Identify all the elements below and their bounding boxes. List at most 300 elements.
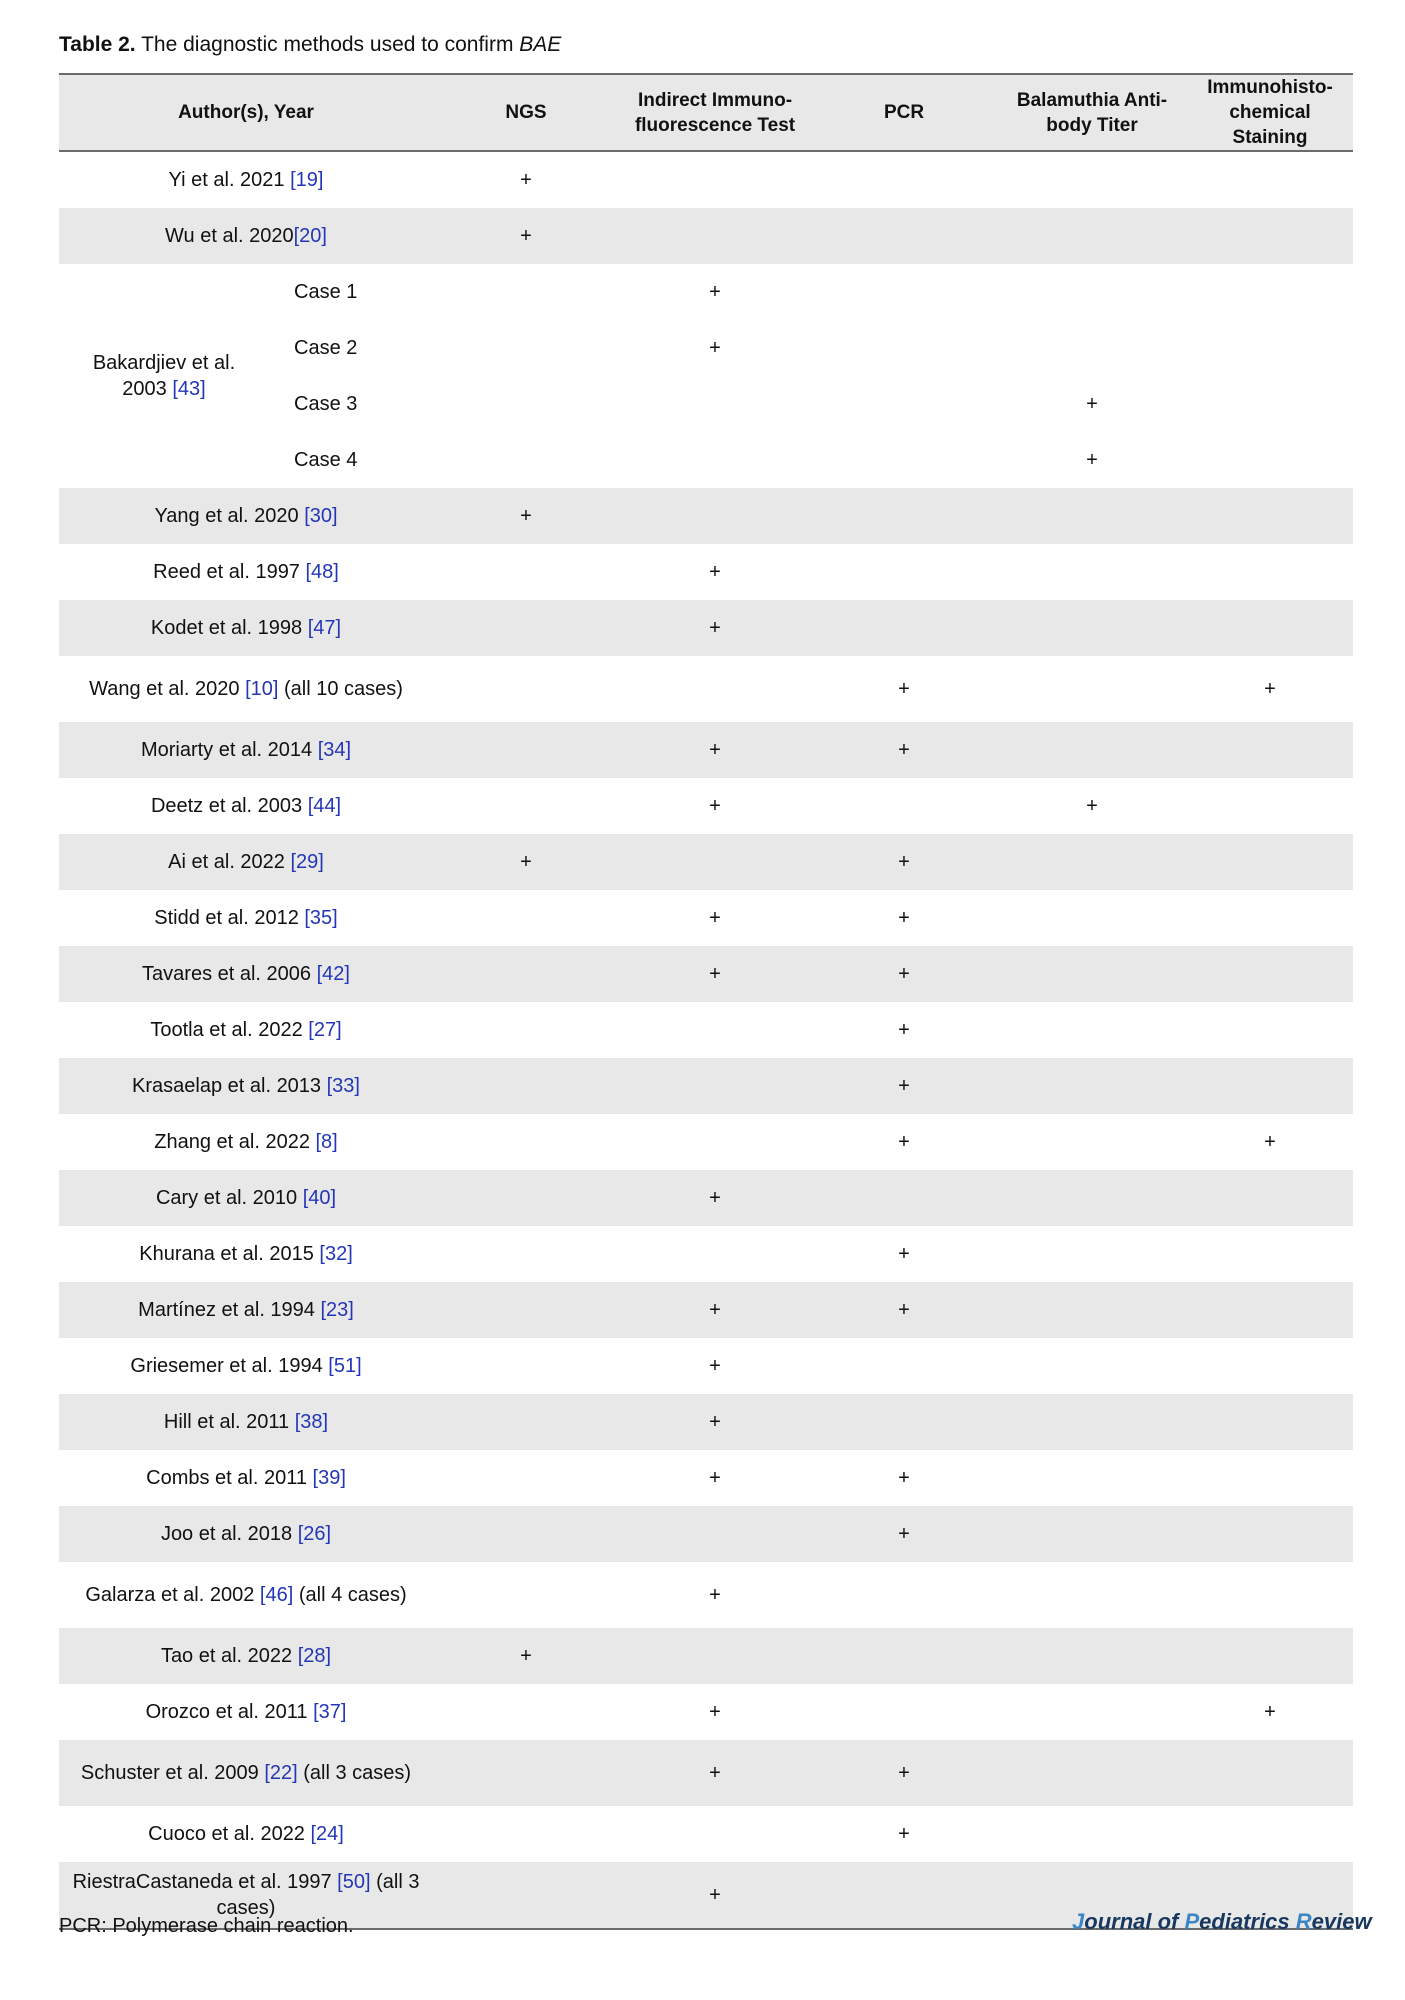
author-ref: [26] [297, 1523, 332, 1545]
header-row [59, 74, 1353, 151]
author-name: Tao et al. 2022 [160, 1645, 298, 1667]
author-ref: [23] [320, 1299, 354, 1321]
cell-ihc [1187, 1628, 1353, 1684]
table-row [59, 1506, 1353, 1562]
cell-titer [997, 1806, 1187, 1862]
cell-ihc [1187, 1058, 1353, 1114]
author-name: Galarza et al. 2002 [85, 1584, 260, 1606]
cell-pcr: + [811, 1282, 997, 1338]
author-cell [59, 1170, 433, 1226]
author-cell [59, 1114, 433, 1170]
cell-ifa [619, 1114, 811, 1170]
journal-logo [1072, 1907, 1372, 1937]
cell-pcr: + [898, 907, 910, 929]
cell-ngs [433, 1562, 619, 1628]
table-caption [59, 30, 561, 60]
cell-ihc [1187, 1282, 1353, 1338]
cell-titer [997, 656, 1187, 722]
cell-ngs [433, 1450, 619, 1506]
table-row [59, 1170, 1353, 1226]
table-row [59, 544, 1353, 600]
cell-ngs [433, 1394, 619, 1450]
cell-titer [997, 488, 1187, 544]
caption-emphasis: BAE [519, 33, 562, 56]
header-ifa-line2: fluorescence Test [634, 114, 796, 136]
case-label: Case 1 [294, 281, 358, 303]
cell-titer [997, 151, 1187, 208]
table-row [59, 1338, 1353, 1394]
cell-ihc [1187, 600, 1353, 656]
author-name: Joo et al. 2018 [160, 1523, 298, 1545]
author-cell-bakardjiev [59, 264, 269, 488]
author-name: RiestraCastaneda et al. 1997 [72, 1871, 338, 1893]
author-cell [59, 946, 433, 1002]
cell-ifa: + [709, 795, 721, 817]
cell-pcr: + [898, 1243, 910, 1265]
cell-ngs [433, 264, 619, 320]
author-ref: [39] [312, 1467, 346, 1489]
journal-logo-eview: eview [1311, 1909, 1372, 1934]
caption-label: Table 2. [59, 33, 136, 56]
cell-ihc [1187, 544, 1353, 600]
table-row [59, 1562, 1353, 1628]
author-ref: [44] [307, 795, 342, 817]
author-name: Tootla et al. 2022 [150, 1019, 309, 1041]
cell-ihc [1187, 1562, 1353, 1628]
author-cell [59, 1506, 433, 1562]
author-cell [59, 1628, 433, 1684]
cell-ifa: + [619, 1282, 811, 1338]
table-row [59, 1226, 1353, 1282]
cell-ngs [433, 1282, 619, 1338]
author-cell [59, 1226, 433, 1282]
author-ref: [28] [297, 1645, 332, 1667]
cell-titer [997, 722, 1187, 778]
cell-ngs [433, 1002, 619, 1058]
cell-ihc [1187, 890, 1353, 946]
author-name: Khurana et al. 2015 [139, 1243, 320, 1265]
author-name: Cuoco et al. 2022 [148, 1823, 311, 1845]
cell-titer [997, 1628, 1187, 1684]
author-name: Wu et al. 2020 [165, 225, 294, 247]
author-ref: [27] [308, 1019, 342, 1041]
cell-ngs [433, 1170, 619, 1226]
cell-ngs [433, 1114, 619, 1170]
cell-ihc [1187, 488, 1353, 544]
author-cell [59, 778, 433, 834]
table-row [59, 1114, 1353, 1170]
author-cell [59, 1002, 433, 1058]
cell-pcr [811, 1862, 997, 1929]
cell-titer [997, 834, 1187, 890]
author-name-line1: Bakardjiev et al. [92, 352, 236, 374]
cell-ifa: + [709, 1467, 721, 1489]
author-ref: [37] [313, 1701, 347, 1723]
header-ngs: NGS [433, 74, 619, 151]
table-row [59, 1394, 1353, 1450]
cell-pcr [811, 320, 997, 376]
cell-ifa: + [709, 281, 721, 303]
author-cell [59, 544, 433, 600]
cell-ifa [619, 834, 811, 890]
cell-ifa: + [709, 907, 721, 929]
author-name: Reed et al. 1997 [153, 561, 306, 583]
cell-ngs [433, 600, 619, 656]
cell-ngs [433, 1806, 619, 1862]
cell-ngs [433, 376, 619, 432]
cell-titer [997, 1562, 1187, 1628]
cell-ngs: + [433, 488, 619, 544]
case-label: Case 4 [294, 449, 358, 471]
cell-ifa: + [709, 561, 721, 583]
cell-ngs [433, 1338, 619, 1394]
author-ref: [33] [326, 1075, 360, 1097]
cell-ifa [619, 208, 811, 264]
cell-titer: + [1086, 393, 1098, 415]
author-suffix: (all 4 cases) [293, 1584, 407, 1606]
cell-pcr [811, 376, 997, 432]
cell-ihc [1187, 1806, 1353, 1862]
cell-pcr [811, 600, 997, 656]
author-name: Zhang et al. 2022 [154, 1131, 316, 1153]
author-cell [59, 1740, 433, 1806]
author-cell [59, 151, 433, 208]
cell-ngs: + [433, 1628, 619, 1684]
author-ref: [51] [328, 1355, 362, 1377]
cell-pcr: + [811, 834, 997, 890]
cell-titer [997, 1226, 1187, 1282]
author-cell [59, 1684, 433, 1740]
cell-ifa: + [619, 1862, 811, 1929]
cell-ngs [433, 778, 619, 834]
cell-ifa: + [619, 1394, 811, 1450]
cell-ngs [433, 1684, 619, 1740]
author-cell [59, 722, 433, 778]
author-name: Stidd et al. 2012 [154, 907, 305, 929]
table-row [59, 656, 1353, 722]
journal-logo-ediatrics: ediatrics [1199, 1909, 1296, 1934]
table-footnote: PCR: Polymerase chain reaction. [59, 1915, 354, 1937]
table-row [59, 834, 1353, 890]
author-ref: [43] [172, 378, 206, 400]
cell-ifa: + [619, 722, 811, 778]
cell-pcr [811, 1338, 997, 1394]
cell-ihc [1187, 208, 1353, 264]
cell-titer [997, 1058, 1187, 1114]
cell-ifa: + [709, 1584, 721, 1606]
cell-ifa [619, 1002, 811, 1058]
cell-ihc: + [1264, 1131, 1276, 1153]
header-ifa-line1: Indirect Immuno- [637, 89, 793, 111]
author-name: Moriarty et al. 2014 [140, 739, 318, 761]
journal-logo-ournal: ournal of [1084, 1909, 1185, 1934]
author-name: Griesemer et al. 1994 [130, 1355, 329, 1377]
table-row [59, 1450, 1353, 1506]
cell-ihc [1187, 1450, 1353, 1506]
cell-ifa: + [709, 337, 721, 359]
cell-ngs [433, 320, 619, 376]
journal-logo-p: P [1184, 1909, 1200, 1934]
cell-titer: + [1086, 449, 1098, 471]
cell-ifa: + [709, 1355, 721, 1377]
cell-ihc: + [1264, 1701, 1276, 1723]
author-ref: [32] [319, 1243, 353, 1265]
table-row [59, 1740, 1353, 1806]
cell-ngs [433, 656, 619, 722]
cell-ngs [433, 890, 619, 946]
header-ihc-line2: chemical Staining [1229, 102, 1311, 148]
author-cell [59, 1450, 433, 1506]
cell-titer: + [1086, 795, 1098, 817]
author-name: Tavares et al. 2006 [142, 963, 317, 985]
cell-titer [997, 320, 1187, 376]
cell-pcr: + [898, 1467, 910, 1489]
author-cell [59, 834, 433, 890]
author-ref: [34] [317, 739, 352, 761]
table-body [59, 151, 1353, 1929]
cell-pcr: + [811, 1740, 997, 1806]
author-cell [59, 600, 433, 656]
cell-pcr [811, 778, 997, 834]
author-name: Yi et al. 2021 [168, 169, 291, 191]
author-name: Cary et al. 2010 [155, 1187, 303, 1209]
table-row [59, 488, 1353, 544]
header-ihc [1187, 74, 1353, 151]
cell-titer [997, 1170, 1187, 1226]
cell-pcr: + [898, 678, 910, 700]
author-suffix: (all 3 cases) [297, 1762, 412, 1784]
cell-ngs [433, 1862, 619, 1929]
author-name: Orozco et al. 2011 [145, 1701, 314, 1723]
table-row [59, 1806, 1353, 1862]
header-ifa [619, 74, 811, 151]
cell-ngs: + [520, 169, 532, 191]
cell-ihc [1187, 432, 1353, 488]
cell-ifa: + [619, 1740, 811, 1806]
cell-pcr [811, 1684, 997, 1740]
author-name: Ai et al. 2022 [168, 851, 291, 873]
cell-ihc [1187, 320, 1353, 376]
author-ref: [48] [305, 561, 339, 583]
cell-ngs [433, 1740, 619, 1806]
cell-pcr [811, 488, 997, 544]
table-row [59, 208, 1353, 264]
author-ref: [38] [294, 1411, 329, 1433]
cell-ihc [1187, 946, 1353, 1002]
cell-ifa [619, 1628, 811, 1684]
author-ref: [30] [304, 505, 338, 527]
table-row [59, 151, 1353, 208]
header-pcr: PCR [811, 74, 997, 151]
case-label: Case 2 [294, 337, 358, 359]
author-cell [59, 890, 433, 946]
cell-ihc [1187, 376, 1353, 432]
author-cell [59, 1058, 433, 1114]
cell-pcr: + [898, 1823, 910, 1845]
table-row [59, 600, 1353, 656]
cell-ihc [1187, 1226, 1353, 1282]
author-name: Schuster et al. 2009 [80, 1762, 265, 1784]
cell-ifa: + [619, 946, 811, 1002]
cell-pcr: + [811, 1058, 997, 1114]
header-titer-line1: Balamuthia Anti- [1016, 89, 1168, 111]
cell-ihc [1187, 778, 1353, 834]
cell-titer [997, 1394, 1187, 1450]
cell-pcr: + [898, 1131, 910, 1153]
cell-ihc [1187, 834, 1353, 890]
table-header [59, 74, 1353, 151]
cell-ihc [1187, 151, 1353, 208]
author-name: Martínez et al. 1994 [138, 1299, 321, 1321]
author-cell [59, 1806, 433, 1862]
cell-ifa [619, 1226, 811, 1282]
cell-titer [997, 890, 1187, 946]
author-ref: [29] [290, 851, 324, 873]
table-row [59, 890, 1353, 946]
cell-pcr [811, 264, 997, 320]
author-ref: [8] [315, 1131, 338, 1153]
cell-titer [997, 1740, 1187, 1806]
author-ref: [40] [302, 1187, 337, 1209]
cell-titer [997, 1002, 1187, 1058]
author-suffix: (all 10 cases) [278, 678, 403, 700]
cell-ihc [1187, 1338, 1353, 1394]
header-author: Author(s), Year [59, 74, 433, 151]
cell-ngs [433, 722, 619, 778]
cell-ihc [1187, 264, 1353, 320]
cell-titer [997, 946, 1187, 1002]
author-cell [59, 1282, 433, 1338]
table-row [59, 264, 1353, 320]
cell-ihc [1187, 1740, 1353, 1806]
header-ihc-line1: Immunohisto- [1207, 77, 1333, 98]
author-ref: [10] [245, 678, 279, 700]
cell-ifa: + [619, 1170, 811, 1226]
cell-titer [997, 1450, 1187, 1506]
cell-pcr [811, 151, 997, 208]
cell-titer [997, 1338, 1187, 1394]
author-name: Yang et al. 2020 [154, 505, 305, 527]
cell-ihc [1187, 1170, 1353, 1226]
author-ref: [46] [259, 1584, 294, 1606]
author-name: Krasaelap et al. 2013 [132, 1075, 327, 1097]
author-name-line2: 2003 [122, 378, 173, 400]
table-row [59, 722, 1353, 778]
cell-pcr [811, 1394, 997, 1450]
cell-ihc [1187, 1002, 1353, 1058]
cell-ifa [619, 432, 811, 488]
author-name: Wang et al. 2020 [89, 678, 246, 700]
table-row [59, 778, 1353, 834]
cell-ifa [619, 488, 811, 544]
table-row [59, 1282, 1353, 1338]
table-row [59, 1058, 1353, 1114]
cell-ifa: + [709, 1701, 721, 1723]
case-label: Case 3 [294, 393, 358, 415]
table-row [59, 946, 1353, 1002]
cell-ngs [433, 1226, 619, 1282]
author-cell [59, 1394, 433, 1450]
cell-pcr: + [811, 722, 997, 778]
author-suffix: (all 3 cases) [216, 1871, 420, 1919]
cell-ifa [619, 1506, 811, 1562]
cell-ihc [1187, 722, 1353, 778]
cell-ngs [433, 1058, 619, 1114]
author-ref: [19] [290, 169, 324, 191]
cell-ifa [619, 376, 811, 432]
author-name: Combs et al. 2011 [146, 1467, 313, 1489]
author-ref: [35] [304, 907, 338, 929]
cell-ifa [619, 151, 811, 208]
author-cell [59, 1338, 433, 1394]
author-name: Kodet et al. 1998 [150, 617, 308, 639]
cell-ngs [433, 946, 619, 1002]
cell-ifa [619, 656, 811, 722]
cell-titer [997, 1282, 1187, 1338]
table-row [59, 1002, 1353, 1058]
author-ref: [42] [316, 963, 350, 985]
cell-titer [997, 600, 1187, 656]
author-cell [59, 656, 433, 722]
author-ref: [47] [307, 617, 342, 639]
cell-pcr [811, 544, 997, 600]
cell-ngs: + [433, 834, 619, 890]
cell-pcr: + [811, 946, 997, 1002]
diagnostic-methods-table [59, 73, 1353, 1930]
table-row [59, 1684, 1353, 1740]
cell-ihc [1187, 1506, 1353, 1562]
author-name: Deetz et al. 2003 [150, 795, 308, 817]
cell-ifa: + [619, 600, 811, 656]
cell-ihc [1187, 1394, 1353, 1450]
author-cell [59, 1562, 433, 1628]
cell-titer [997, 1684, 1187, 1740]
author-cell [59, 208, 433, 264]
cell-pcr [811, 1562, 997, 1628]
cell-ifa [619, 1806, 811, 1862]
cell-ngs [433, 432, 619, 488]
cell-titer [997, 1114, 1187, 1170]
header-titer-line2: body Titer [1046, 114, 1138, 136]
journal-logo-j: J [1072, 1909, 1085, 1934]
caption-text: The diagnostic methods used to confirm [135, 33, 520, 56]
author-ref: [50] [337, 1871, 371, 1893]
header-titer [997, 74, 1187, 151]
cell-pcr: + [811, 1506, 997, 1562]
cell-ngs: + [433, 208, 619, 264]
author-name: Hill et al. 2011 [163, 1411, 295, 1433]
author-ref: [20] [293, 225, 327, 247]
author-ref: [22] [264, 1762, 298, 1784]
cell-titer [997, 544, 1187, 600]
cell-ihc: + [1264, 678, 1276, 700]
cell-pcr [811, 1628, 997, 1684]
cell-titer [997, 208, 1187, 264]
journal-logo-r: R [1295, 1909, 1312, 1934]
cell-titer [997, 264, 1187, 320]
cell-ngs [433, 544, 619, 600]
cell-ifa [619, 1058, 811, 1114]
cell-pcr [811, 432, 997, 488]
author-ref: [24] [310, 1823, 344, 1845]
cell-titer [997, 1506, 1187, 1562]
author-cell [59, 488, 433, 544]
table-row [59, 1628, 1353, 1684]
cell-ngs [433, 1506, 619, 1562]
cell-pcr: + [898, 1019, 910, 1041]
cell-pcr [811, 208, 997, 264]
cell-pcr [811, 1170, 997, 1226]
